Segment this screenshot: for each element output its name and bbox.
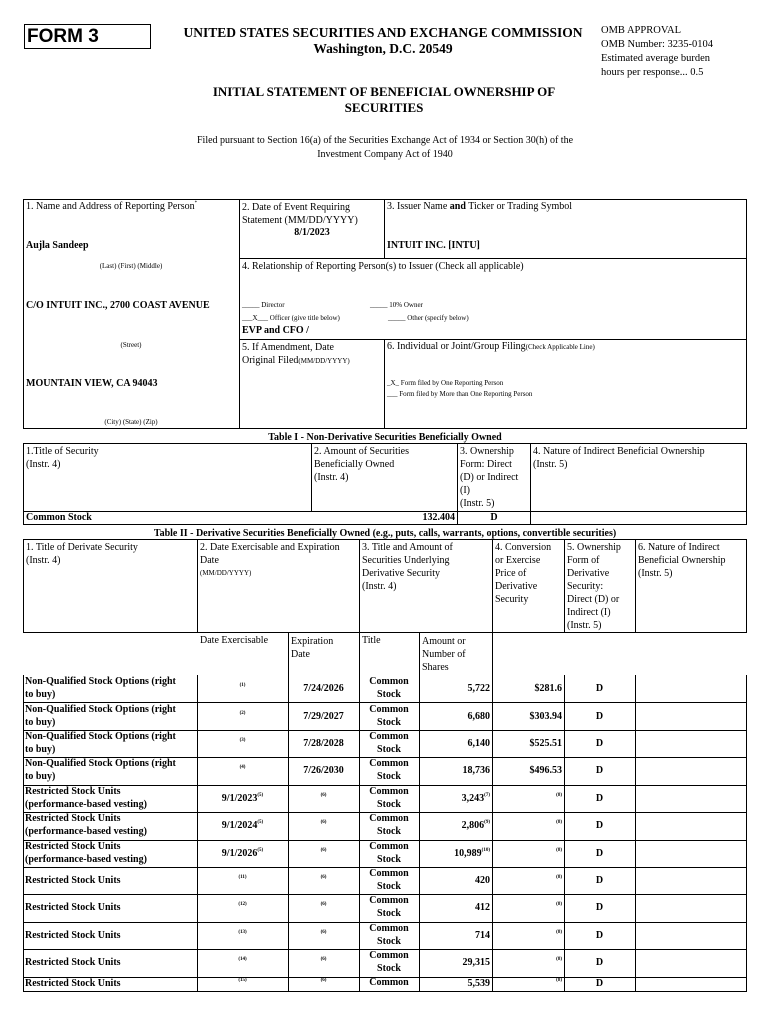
ownership-form: D — [595, 820, 604, 831]
footnote-ref[interactable]: (8) — [556, 792, 562, 798]
footnote-ref[interactable]: (8) — [556, 957, 562, 962]
t1-col4-header: 4. Nature of Indirect Beneficial Ownership (Instr. 5) — [533, 446, 705, 470]
column-divider — [746, 675, 747, 702]
column-divider — [635, 757, 636, 785]
underlying-amount: 412 — [475, 902, 490, 913]
box6-label: 6. Individual or Joint/Group Filing(Check Applicable Line) — [387, 341, 595, 352]
ownership-form: D — [595, 682, 604, 694]
title-line: Common — [369, 895, 409, 906]
column-divider — [635, 840, 636, 867]
underlying-amount: 3,243$^{(7)}$ — [461, 792, 490, 804]
footnote-ref[interactable]: (3) — [239, 737, 246, 743]
row-divider — [23, 702, 747, 703]
column-divider — [23, 675, 24, 702]
column-divider — [23, 785, 24, 812]
column-divider — [635, 977, 636, 991]
omb-line: hours per response... 0.5 — [601, 67, 704, 78]
event-date: 8/1/2023 — [294, 227, 330, 238]
footnote-ref[interactable]: (8) — [556, 874, 562, 880]
exercise-price — [492, 930, 562, 941]
ownership-form: D — [595, 902, 604, 913]
t1-security-title: Common Stock — [26, 512, 92, 523]
exercise-price — [492, 875, 562, 886]
column-divider — [23, 730, 24, 757]
ownership-form: D — [595, 847, 604, 859]
officer-checkbox[interactable]: ___X___ Officer (give title below) — [242, 314, 340, 322]
exercise-price — [492, 820, 562, 831]
title-line: Stock — [377, 716, 401, 728]
footnote-ref[interactable]: (6) — [320, 792, 327, 798]
title-line: Stock — [377, 880, 401, 892]
title-line: Stock — [377, 935, 401, 947]
exercise-price — [492, 793, 562, 804]
ten-percent-owner-checkbox[interactable]: _____ 10% Owner — [370, 301, 423, 309]
sub-title: Title — [362, 635, 381, 646]
omb-line: Estimated average burden — [601, 53, 711, 64]
title-line: Stock — [377, 853, 401, 865]
footnote-ref[interactable]: (11) — [238, 874, 247, 880]
title-line: Restricted Stock Units — [25, 957, 121, 968]
footnote-ref[interactable]: (13) — [238, 929, 247, 935]
title-line: Common — [369, 977, 409, 988]
omb-approval — [601, 24, 713, 80]
title-line: Common — [369, 786, 409, 797]
underlying-amount: 420 — [475, 874, 490, 886]
date-exercisable — [197, 765, 288, 776]
title-line: Common — [369, 704, 409, 715]
ownership-form: D — [595, 957, 604, 968]
underlying-title — [359, 676, 419, 701]
footnote-ref[interactable]: (4) — [239, 765, 246, 770]
expiration-date: 7/29/2027 — [303, 710, 344, 722]
ownership-form: D — [595, 874, 604, 886]
title-line: Common — [369, 731, 409, 742]
ownership-form: D — [595, 978, 604, 989]
column-divider — [635, 867, 636, 894]
title-line: Non-Qualified Stock Options (right — [25, 758, 176, 769]
footnote-ref[interactable]: (12) — [238, 902, 247, 907]
box1-label: 1. Name and Address of Reporting Person* — [26, 201, 198, 212]
derivative-title — [25, 930, 197, 943]
expiration-date: 7/28/2028 — [303, 737, 344, 749]
title-line: Common — [369, 813, 409, 824]
column-divider — [635, 675, 636, 702]
date-exercisable — [197, 957, 288, 968]
footnote-ref[interactable]: (14) — [238, 957, 247, 962]
underlying-title — [359, 731, 419, 756]
title-line: Stock — [377, 825, 401, 837]
title-line: Non-Qualified Stock Options (right — [25, 704, 176, 715]
expiration-date — [288, 930, 359, 941]
title-line: Common — [369, 676, 409, 687]
ownership-form: D — [595, 765, 604, 776]
director-checkbox[interactable]: _____ Director — [242, 301, 285, 309]
t2-col6-header: 6. Nature of Indirect Beneficial Ownership (Instr. 5) — [638, 542, 726, 579]
derivative-title — [25, 786, 197, 811]
title-line: to buy) — [25, 770, 56, 782]
city-caption: (City) (State) (Zip) — [104, 418, 158, 426]
table2-title: Table II - Derivative Securities Beneficially Owned (e.g., puts, calls, warrants, options, convertible securities) — [153, 528, 617, 539]
title-line: Stock — [377, 743, 401, 755]
footnote-ref[interactable]: (5) — [257, 792, 264, 798]
column-divider — [746, 894, 747, 922]
column-divider — [746, 867, 747, 894]
underlying-title — [359, 950, 419, 975]
column-divider — [635, 812, 636, 840]
form-title-1: INITIAL STATEMENT OF BENEFICIAL OWNERSHIP OF — [212, 84, 556, 99]
form-label: FORM 3 — [27, 26, 99, 47]
date-exercisable — [197, 978, 288, 989]
agency-name: UNITED STATES SECURITIES AND EXCHANGE COMMISSION — [183, 25, 583, 40]
omb-line: OMB APPROVAL — [601, 25, 682, 36]
underlying-title — [359, 868, 419, 893]
column-divider — [23, 894, 24, 922]
issuer-name: INTUIT INC. [INTU] — [387, 240, 480, 251]
expiration-date — [288, 957, 359, 968]
form-label-box — [24, 24, 151, 49]
t2-col4-header: 4. Conversion or Exercise Price of Derivative Security — [495, 542, 552, 605]
exercise-price: $496.53 — [529, 765, 562, 776]
underlying-title — [359, 841, 419, 866]
box3-label: 3. Issuer Name and Ticker or Trading Symbol — [387, 201, 573, 212]
t1-ownership-form: D — [490, 512, 498, 523]
omb-line: OMB Number: 3235-0104 — [601, 39, 713, 50]
column-divider — [746, 703, 747, 730]
title-line: Stock — [377, 798, 401, 810]
expiration-date — [288, 848, 359, 859]
underlying-title — [359, 758, 419, 783]
footnote-ref[interactable]: (6) — [320, 902, 327, 907]
footnote-ref[interactable]: (5) — [257, 847, 264, 853]
footnote-ref[interactable]: (6) — [320, 978, 327, 983]
expiration-date — [288, 875, 359, 886]
filed-pursuant-2: Investment Company Act of 1940 — [317, 149, 453, 160]
column-divider — [23, 977, 24, 991]
date-exercisable: 9/1/2026$^{(5)}$ — [221, 847, 264, 859]
title-line: Restricted Stock Units — [25, 978, 121, 989]
footnote-ref[interactable]: (8) — [556, 929, 562, 935]
name-caption: (Last) (First) (Middle) — [99, 262, 163, 270]
column-divider — [23, 703, 24, 730]
column-divider — [23, 922, 24, 949]
reporting-street: C/O INTUIT INC., 2700 COAST AVENUE — [26, 300, 210, 311]
column-divider — [635, 894, 636, 922]
underlying-title — [359, 704, 419, 729]
t1-amount: 132.404 — [422, 512, 455, 523]
ownership-form: D — [595, 792, 604, 804]
column-divider — [635, 949, 636, 977]
expiration-date: 7/24/2026 — [303, 682, 344, 694]
date-exercisable — [197, 738, 288, 749]
footnote-ref[interactable]: (10) — [481, 847, 490, 853]
derivative-title — [25, 676, 197, 701]
footnote-ref[interactable]: (8) — [556, 902, 562, 907]
exercise-price — [492, 978, 562, 989]
derivative-title — [25, 957, 197, 970]
title-line: Stock — [377, 907, 401, 919]
title-line: (performance-based vesting) — [25, 825, 147, 837]
footnote-ref[interactable]: (9) — [484, 820, 490, 825]
agency-address: Washington, D.C. 20549 — [313, 41, 453, 56]
footnote-ref[interactable]: (6) — [320, 847, 327, 853]
date-exercisable — [197, 930, 288, 941]
underlying-amount: 18,736 — [462, 765, 490, 776]
underlying-amount: 2,806$^{(9)}$ — [461, 820, 490, 831]
derivative-title — [25, 841, 197, 866]
title-line: Common — [369, 758, 409, 769]
footnote-ref[interactable]: (6) — [320, 820, 327, 825]
footnote-ref[interactable]: (7) — [484, 792, 490, 798]
expiration-date — [288, 978, 359, 989]
form-title-2: SECURITIES — [344, 100, 424, 115]
exercise-price: $525.51 — [529, 737, 562, 749]
underlying-amount: 6,680 — [467, 710, 490, 722]
footnote-ref[interactable]: (5) — [257, 820, 264, 825]
expiration-date: 7/26/2030 — [303, 765, 344, 776]
footnote-ref[interactable]: (1) — [239, 682, 246, 688]
expiration-date — [288, 902, 359, 913]
title-line: Restricted Stock Units — [25, 786, 121, 797]
derivative-title — [25, 758, 197, 783]
exercise-price: $281.6 — [534, 682, 562, 694]
column-divider — [23, 949, 24, 977]
title-line: to buy) — [25, 688, 56, 700]
title-line: Common — [369, 841, 409, 852]
title-line: Non-Qualified Stock Options (right — [25, 731, 176, 742]
sub-amount: Amount or Number of Shares — [422, 636, 466, 673]
title-line: (performance-based vesting) — [25, 853, 147, 865]
title-line: Restricted Stock Units — [25, 902, 121, 913]
filed-pursuant-1: Filed pursuant to Section 16(a) of the Securities Exchange Act of 1934 or Section 30(h) of the — [196, 135, 574, 146]
derivative-title — [25, 978, 197, 991]
derivative-title — [25, 902, 197, 915]
underlying-title — [359, 786, 419, 811]
box4-label: 4. Relationship of Reporting Person(s) to Issuer (Check all applicable) — [242, 261, 524, 272]
date-exercisable — [197, 902, 288, 913]
footnote-ref[interactable]: (8) — [556, 978, 562, 983]
sub-expiration-date: Expiration Date — [291, 636, 334, 660]
ownership-form: D — [595, 710, 604, 722]
title-line: to buy) — [25, 716, 56, 728]
title-line: Stock — [377, 962, 401, 974]
other-checkbox[interactable]: _____ Other (specify below) — [388, 314, 469, 322]
date-exercisable — [197, 711, 288, 722]
column-divider — [23, 840, 24, 867]
title-line: Common — [369, 868, 409, 879]
title-line: Common — [369, 923, 409, 934]
multi-person-checkbox[interactable]: ___ Form filed by More than One Reporting Person — [387, 390, 533, 398]
footnote-ref[interactable]: (8) — [556, 820, 562, 825]
underlying-amount: 5,539 — [467, 978, 490, 989]
column-divider — [746, 922, 747, 949]
t1-col3-header: 3. Ownership Form: Direct (D) or Indirect (I) (Instr. 5) — [460, 446, 519, 509]
column-divider — [635, 785, 636, 812]
title-line: Restricted Stock Units — [25, 929, 121, 941]
t1-col1-header: 1.Title of Security (Instr. 4) — [26, 446, 99, 470]
expiration-date — [288, 793, 359, 804]
footnote-ref[interactable]: (6) — [320, 929, 327, 935]
column-divider — [23, 757, 24, 785]
sub-date-exercisable: Date Exercisable — [200, 635, 269, 646]
footnote-ref[interactable]: (15) — [238, 978, 247, 983]
column-divider — [23, 812, 24, 840]
expiration-date — [288, 820, 359, 831]
date-exercisable: 9/1/2023$^{(5)}$ — [221, 792, 264, 804]
column-divider — [635, 922, 636, 949]
underlying-amount: 5,722 — [467, 682, 490, 694]
derivative-title — [25, 813, 197, 838]
row-divider — [23, 991, 747, 992]
title-line: Stock — [377, 688, 401, 700]
t2-col3-header: 3. Title and Amount of Securities Underlying Derivative Security (Instr. 4) — [362, 542, 453, 592]
underlying-title — [359, 977, 419, 990]
t2-col1-header: 1. Title of Derivate Security (Instr. 4) — [26, 542, 138, 566]
underlying-title — [359, 813, 419, 838]
t2-col2-header: 2. Date Exercisable and Expiration Date (MM/DD/YYYY) — [200, 542, 340, 577]
title-line: Non-Qualified Stock Options (right — [25, 676, 176, 687]
box5-label: 5. If Amendment, Date Original Filed(MM/DD/YYYY) — [242, 342, 350, 366]
column-divider — [746, 949, 747, 977]
ownership-form: D — [595, 929, 604, 941]
underlying-amount: 29,315 — [462, 957, 490, 968]
column-divider — [746, 785, 747, 812]
t1-col2-header: 2. Amount of Securities Beneficially Owned (Instr. 4) — [314, 446, 409, 483]
exercise-price — [492, 957, 562, 968]
underlying-title — [359, 895, 419, 920]
exercise-price: $303.94 — [529, 710, 562, 722]
title-line: Restricted Stock Units — [25, 813, 121, 824]
underlying-amount: 714 — [475, 929, 490, 941]
box2-label: 2. Date of Event Requiring Statement (MM/DD/YYYY) — [242, 202, 358, 226]
reporting-city: MOUNTAIN VIEW, CA 94043 — [26, 378, 158, 389]
table1-title: Table I - Non-Derivative Securities Beneficially Owned — [268, 432, 502, 443]
title-line: Stock — [377, 770, 401, 782]
date-exercisable — [197, 683, 288, 694]
column-divider — [746, 840, 747, 867]
title-line: Common — [369, 950, 409, 961]
column-divider — [635, 703, 636, 730]
ownership-form: D — [595, 737, 604, 749]
underlying-amount: 10,989$^{(10)}$ — [454, 847, 490, 859]
footnote-ref[interactable]: (6) — [320, 957, 327, 962]
derivative-title — [25, 731, 197, 756]
street-caption: (Street) — [120, 341, 142, 349]
t2-col5-header: 5. Ownership Form of Derivative Security: Direct (D) or Indirect (I) (Instr. 5) — [567, 542, 621, 631]
underlying-title — [359, 923, 419, 948]
derivative-title — [25, 875, 197, 888]
officer-title: EVP and CFO / — [242, 325, 309, 336]
one-person-checkbox[interactable]: _X_ Form filed by One Reporting Person — [387, 379, 504, 387]
column-divider — [746, 757, 747, 785]
title-line: (performance-based vesting) — [25, 798, 147, 810]
underlying-amount: 6,140 — [467, 737, 490, 749]
date-exercisable — [197, 875, 288, 886]
exercise-price — [492, 848, 562, 859]
derivative-title — [25, 704, 197, 729]
reporting-person-name: Aujla Sandeep — [26, 240, 89, 251]
title-line: Restricted Stock Units — [25, 841, 121, 852]
date-exercisable: 9/1/2024$^{(5)}$ — [221, 820, 264, 831]
footnote-ref[interactable]: (6) — [320, 874, 327, 880]
footnote-ref[interactable]: (2) — [239, 710, 246, 716]
column-divider — [635, 730, 636, 757]
column-divider — [746, 977, 747, 991]
footnote-ref[interactable]: (8) — [556, 847, 562, 853]
column-divider — [746, 730, 747, 757]
title-line: to buy) — [25, 743, 56, 755]
column-divider — [746, 812, 747, 840]
exercise-price — [492, 902, 562, 913]
title-line: Restricted Stock Units — [25, 874, 121, 886]
column-divider — [23, 867, 24, 894]
